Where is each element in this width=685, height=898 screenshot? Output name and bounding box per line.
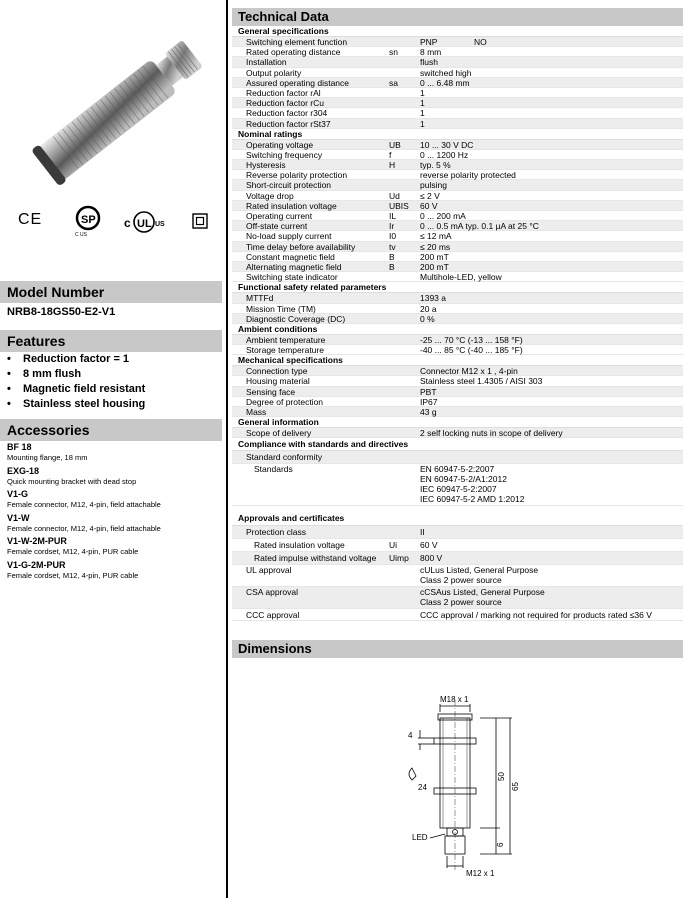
spec-value: 800 V [420, 553, 443, 564]
features-heading: Features [0, 330, 222, 352]
spec-label: Off-state current [246, 221, 308, 232]
spec-symbol: IL [389, 211, 397, 221]
spec-row [232, 314, 683, 324]
spec-label: Diagnostic Coverage (DC) [246, 313, 346, 324]
spec-row [232, 88, 683, 98]
spec-symbol: sa [389, 77, 398, 88]
spec-value: 0 ... 6.48 mm [420, 77, 470, 88]
spec-row [232, 397, 683, 407]
spec-label: Constant magnetic field [246, 251, 335, 262]
spec-value: 8 mm [420, 47, 442, 58]
spec-row [232, 252, 683, 262]
accessory-description: Female cordset, M12, 4-pin, PUR cable [7, 547, 139, 556]
spec-symbol: I0 [389, 231, 397, 242]
dim-24-label: 24 [418, 783, 427, 792]
spec-row [232, 345, 683, 355]
spec-value: 1 [420, 98, 425, 109]
spec-row-standards [232, 464, 683, 506]
spec-label: Output polarity [246, 67, 302, 78]
category-ambient: Ambient conditions [232, 324, 683, 335]
spec-value: CCC approval / marking not required for products rated ≤36 V [420, 610, 652, 621]
accessory-code: BF 18 [7, 442, 32, 452]
spec-row [232, 231, 683, 241]
spec-row [232, 539, 683, 552]
spec-value: 60 V [420, 540, 438, 551]
spec-value: cCSAus Listed, General Purpose [420, 587, 545, 598]
spec-row [232, 526, 683, 539]
spec-value: -40 ... 85 °C (-40 ... 185 °F) [420, 345, 523, 356]
accessory-code: V1-G-2M-PUR [7, 559, 66, 570]
spec-value: -25 ... 70 °C (-13 ... 158 °F) [420, 334, 523, 345]
standard-item: EN 60947-5-2/A1:2012 [420, 474, 507, 485]
spec-row [232, 428, 683, 438]
accessory-item [7, 442, 222, 466]
spec-label: Ambient temperature [246, 334, 326, 345]
spec-value: 0 % [420, 313, 435, 324]
spec-label: CSA approval [246, 587, 298, 598]
category-approvals: Approvals and certificates [232, 510, 683, 526]
spec-value: 0 ... 1200 Hz [420, 149, 469, 160]
spec-row [232, 451, 683, 464]
accessory-code: V1-W-2M-PUR [7, 536, 67, 546]
spec-label: Rated operating distance [246, 47, 341, 58]
spec-label: Housing material [246, 376, 310, 387]
spec-symbol: Uimp [389, 553, 409, 564]
spec-value: 1 [420, 108, 425, 119]
model-number-heading: Model Number [0, 281, 222, 303]
spec-value: 200 mT [420, 261, 449, 272]
left-column [0, 0, 224, 898]
spec-label: Connection type [246, 366, 308, 377]
led-label: LED [412, 833, 428, 842]
technical-data-table [232, 26, 683, 621]
spec-row [232, 565, 683, 587]
spec-symbol: Ir [389, 221, 395, 232]
spec-label: Operating voltage [246, 139, 314, 150]
spec-label: Installation [246, 57, 287, 68]
spec-value: 200 mT [420, 251, 449, 262]
protection-class-ii-icon [192, 213, 208, 229]
spec-value: PNP [420, 37, 438, 47]
spec-label: Standards [254, 464, 293, 475]
spec-symbol: Ud [389, 190, 400, 201]
spec-value: 10 ... 30 V DC [420, 139, 474, 150]
spec-label: Voltage drop [246, 190, 294, 201]
technical-data-column [232, 8, 683, 621]
spec-symbol: Ui [389, 540, 398, 551]
spec-symbol: UBIS [389, 200, 409, 211]
spec-label: CCC approval [246, 610, 300, 621]
accessory-code: V1-W [7, 512, 30, 523]
spec-label: Switching frequency [246, 149, 323, 160]
spec-label: Rated insulation voltage [246, 200, 337, 211]
spec-label: Mission Time (TM) [246, 303, 316, 314]
spec-label: Scope of delivery [246, 428, 312, 439]
spec-row [232, 587, 683, 609]
accessory-item [7, 513, 222, 537]
spec-row [232, 119, 683, 129]
features-list [7, 352, 222, 412]
spec-label: Storage temperature [246, 345, 324, 356]
spec-value: II [420, 527, 425, 538]
spec-row [232, 78, 683, 88]
spec-value: 1 [420, 118, 425, 129]
ul-mark-us: US [155, 221, 165, 228]
accessory-description: Female connector, M12, 4-pin, field attachable [7, 523, 161, 533]
spec-symbol: sn [389, 47, 398, 58]
dim-50-label: 50 [497, 772, 506, 781]
spec-row [232, 272, 683, 282]
spec-value: Connector M12 x 1 , 4-pin [420, 366, 518, 377]
spec-symbol: f [389, 149, 392, 160]
spec-row [232, 242, 683, 252]
spec-value: typ. 5 % [420, 160, 451, 171]
accessory-description: Quick mounting bracket with dead stop [7, 476, 137, 486]
standard-item: IEC 60947-5-2:2007 [420, 484, 497, 495]
dim-m12-label: M12 x 1 [466, 869, 495, 878]
standard-item: IEC 60947-5-2 AMD 1:2012 [420, 494, 525, 505]
spec-label: No-load supply current [246, 231, 332, 242]
spec-value: ≤ 2 V [420, 190, 440, 201]
certification-marks [8, 205, 220, 239]
sensor-product-image [10, 20, 220, 200]
spec-label: Protection class [246, 527, 306, 538]
feature-item: • Stainless steel housing [7, 397, 222, 412]
spec-label: MTTFd [246, 293, 274, 304]
spec-row [232, 37, 683, 47]
spec-label: Degree of protection [246, 396, 324, 407]
spec-value: 2 self locking nuts in scope of delivery [420, 428, 563, 439]
accessory-code: V1-G [7, 489, 29, 499]
spec-row [232, 201, 683, 211]
spec-symbol: UB [389, 139, 401, 150]
spec-row [232, 57, 683, 67]
spec-value: Class 2 power source [420, 597, 502, 608]
model-number-value: NRB8-18GS50-E2-V1 [7, 306, 116, 318]
accessories-heading: Accessories [0, 419, 222, 441]
column-divider [226, 0, 228, 898]
spec-row [232, 68, 683, 78]
dimension-drawing [400, 690, 530, 880]
spec-label: Alternating magnetic field [246, 261, 342, 272]
spec-row [232, 211, 683, 221]
category-mechanical: Mechanical specifications [232, 355, 683, 366]
accessory-description: Female cordset, M12, 4-pin, PUR cable [7, 570, 139, 580]
spec-label: Sensing face [246, 386, 296, 397]
spec-label: Reverse polarity protection [246, 170, 348, 181]
spec-label: Time delay before availability [246, 241, 356, 252]
spec-label: Rated insulation voltage [254, 540, 345, 551]
spec-value: 60 V [420, 200, 438, 211]
ul-mark-text: UL [137, 218, 152, 230]
spec-label: Reduction factor rCu [246, 98, 324, 109]
dim-6-label: 6 [496, 842, 505, 847]
spec-row [232, 293, 683, 303]
spec-row [232, 140, 683, 150]
csa-mark-text: SP [81, 214, 96, 226]
spec-row [232, 150, 683, 160]
spec-label: UL approval [246, 565, 292, 576]
category-general: General specifications [232, 26, 683, 37]
accessory-code: EXG-18 [7, 465, 40, 476]
spec-row [232, 98, 683, 108]
category-compliance: Compliance with standards and directives [232, 438, 683, 451]
spec-value: 20 a [420, 303, 437, 314]
spec-row [232, 170, 683, 180]
spec-value: IP67 [420, 396, 438, 407]
spec-value: 0 ... 200 mA [420, 211, 466, 221]
spec-label: Reduction factor r304 [246, 108, 328, 119]
spec-value: 1393 a [420, 293, 446, 304]
spec-row [232, 180, 683, 190]
spec-value: pulsing [420, 180, 447, 191]
ul-mark-icon [124, 205, 172, 239]
spec-value: ≤ 12 mA [420, 231, 452, 242]
spec-value: Class 2 power source [420, 575, 502, 586]
spec-value: reverse polarity protected [420, 170, 516, 181]
spec-value: PBT [420, 386, 437, 397]
dim-65-label: 65 [511, 782, 520, 791]
standard-item: EN 60947-5-2:2007 [420, 464, 495, 475]
spec-value: switched high [420, 67, 472, 78]
spec-value: cULus Listed, General Purpose [420, 565, 539, 576]
dim-m18-label: M18 x 1 [440, 695, 469, 704]
spec-label: Rated impulse withstand voltage [254, 553, 377, 564]
spec-row [232, 376, 683, 386]
spec-value: ≤ 20 ms [420, 241, 451, 252]
spec-row [232, 335, 683, 345]
accessory-item [7, 560, 222, 584]
accessory-item [7, 466, 222, 490]
category-nominal: Nominal ratings [232, 129, 683, 140]
accessory-item [7, 536, 222, 560]
spec-label: Assured operating distance [246, 77, 350, 88]
csa-mark-subtext: C US [75, 232, 87, 238]
spec-value-secondary: NO [474, 37, 487, 47]
accessory-description: Mounting flange, 18 mm [7, 453, 88, 462]
spec-value: 43 g [420, 407, 437, 417]
spec-label: Mass [246, 407, 267, 417]
feature-item: • Reduction factor = 1 [7, 352, 222, 367]
spec-value: Multihole-LED, yellow [420, 272, 502, 283]
spec-row [232, 387, 683, 397]
spec-row [232, 221, 683, 231]
feature-item: • Magnetic field resistant [7, 382, 222, 397]
spec-value: 1 [420, 87, 425, 98]
spec-label: Reduction factor rSt37 [246, 118, 331, 129]
spec-label: Operating current [246, 211, 313, 221]
spec-value: flush [420, 57, 438, 68]
dimensions-heading: Dimensions [232, 640, 683, 658]
spec-row [232, 108, 683, 118]
accessories-list [7, 442, 222, 583]
feature-item: • 8 mm flush [7, 367, 222, 382]
spec-row [232, 552, 683, 565]
spec-label: Hysteresis [246, 160, 286, 171]
category-safety: Functional safety related parameters [232, 282, 683, 293]
spec-label: Standard conformity [246, 452, 323, 463]
spec-label: Reduction factor rAl [246, 87, 321, 98]
csa-mark-icon [74, 205, 108, 239]
spec-row [232, 160, 683, 170]
accessory-item [7, 489, 222, 513]
spec-row [232, 47, 683, 57]
ul-mark-c: c [124, 216, 131, 230]
spec-value: 0 ... 0.5 mA typ. 0.1 µA at 25 °C [420, 221, 539, 232]
spec-row [232, 407, 683, 417]
spec-label: Switching state indicator [246, 272, 338, 283]
spec-row [232, 366, 683, 376]
spec-row [232, 191, 683, 201]
technical-data-heading: Technical Data [232, 8, 683, 26]
spec-label: Short-circuit protection [246, 180, 332, 191]
spec-symbol: tv [389, 241, 396, 252]
ce-mark-icon: CE [18, 211, 43, 228]
spec-row [232, 262, 683, 272]
spec-symbol: B [389, 261, 395, 272]
spec-label: Switching element function [246, 37, 348, 47]
dim-4-label: 4 [408, 731, 413, 740]
spec-row [232, 304, 683, 314]
spec-symbol: B [389, 251, 395, 262]
accessory-description: Female connector, M12, 4-pin, field attachable [7, 500, 161, 509]
category-info: General information [232, 417, 683, 428]
spec-symbol: H [389, 160, 396, 171]
spec-row [232, 609, 683, 621]
spec-value: Stainless steel 1.4305 / AISI 303 [420, 376, 543, 387]
